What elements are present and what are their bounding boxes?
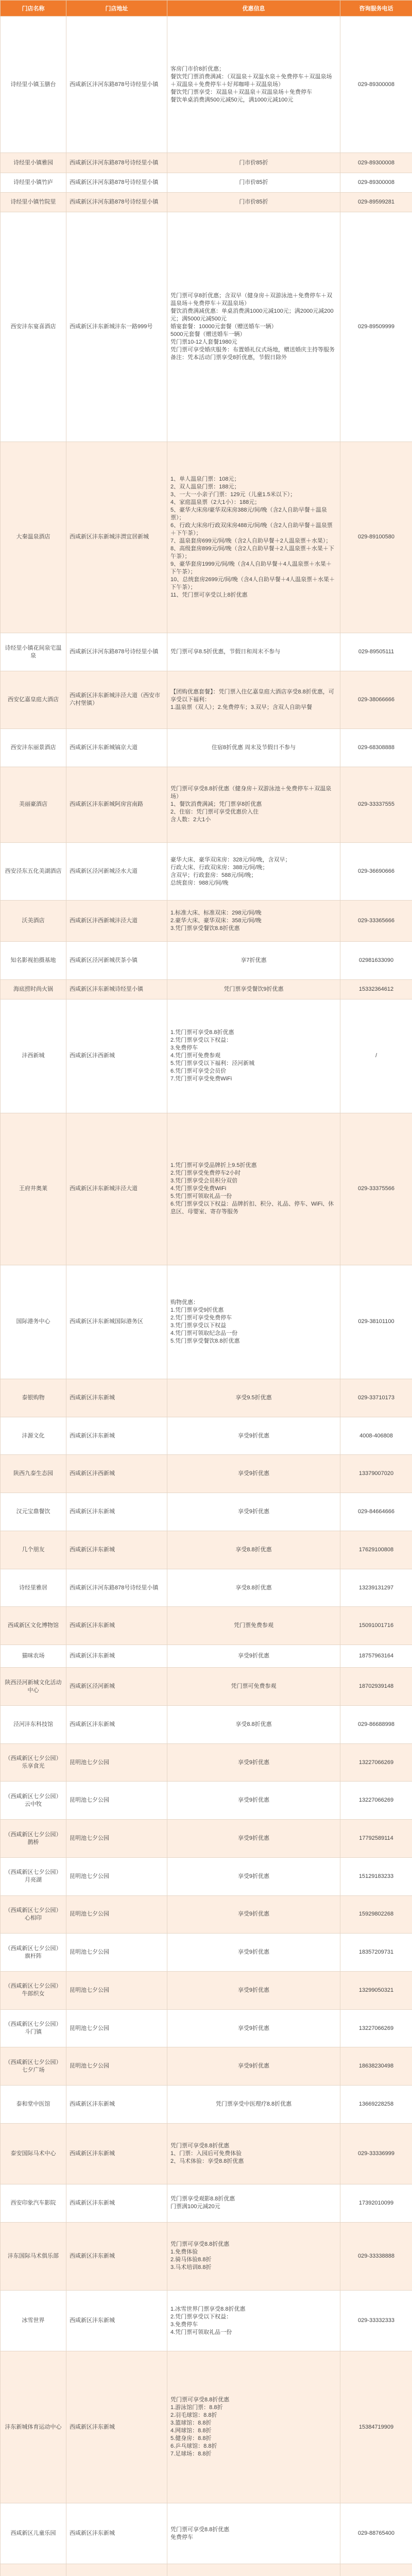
offer-cell: 凭门票享受餐饮9折优惠 (167, 979, 340, 999)
store-name-cell: 海底捞时尚火锅 (1, 979, 66, 999)
phone-cell: 18702939148 (340, 1668, 412, 1706)
offer-cell: 享受9折优惠 (167, 2009, 340, 2047)
store-address-cell: 西咸新区沣东新城沣泾大道（西安市六村堡镇） (66, 671, 167, 728)
store-name-cell: 国际港务中心 (1, 1265, 66, 1379)
store-name-cell: 知名影视拍摄基地 (1, 941, 66, 979)
phone-cell: 029-33710173 (340, 1379, 412, 1417)
offer-cell: 享受9折优惠 (167, 1895, 340, 1934)
table-row (1, 2503, 412, 2564)
phone-cell: 029-89100580 (340, 442, 412, 633)
phone-cell: 13227066269 (340, 1743, 412, 1782)
header-store-name: 门店名称 (1, 1, 66, 16)
table-row (1, 767, 412, 842)
store-name-cell: （西咸新区七夕公园）乐享食光 (1, 1743, 66, 1782)
phone-cell: 029-89509999 (340, 212, 412, 442)
phone-cell: 15332364612 (340, 979, 412, 999)
offer-cell: 凭门票可享受8.8折优惠 免费停车 (167, 2503, 340, 2564)
offer-cell: 享7折优惠 (167, 941, 340, 979)
store-name-cell: 几个朋友 (1, 1531, 66, 1569)
offer-cell: 凭门票享受中医理疗8.8折优惠 (167, 2086, 340, 2124)
store-address-cell: 西咸新区沣东新城 (66, 1531, 167, 1569)
phone-cell: 17392010099 (340, 2184, 412, 2222)
store-address-cell: 西咸新区沣东新城 (66, 1706, 167, 1744)
table-row (1, 1645, 412, 1668)
table-row (1, 2009, 412, 2047)
offer-cell: 享受9折优惠 (167, 2047, 340, 2086)
store-address-cell: 西咸新区沣东新城镐京大道 (66, 728, 167, 767)
phone-cell: 029-33338888 (340, 2222, 412, 2291)
phone-cell: 18638230498 (340, 2047, 412, 2086)
phone-cell: 15129183233 (340, 1857, 412, 1895)
phone-cell: / (340, 999, 412, 1113)
store-name-cell: 诗经里小镇竹庐 (1, 173, 66, 192)
offer-cell: 凭门票免费参观 (167, 1607, 340, 1645)
store-address-cell: 西咸新区沣东新城 (66, 2123, 167, 2184)
table-row (1, 1113, 412, 1265)
store-name-cell: 沣西新城 (1, 999, 66, 1113)
table-row (1, 1531, 412, 1569)
store-address-cell: 昆明池七夕公园 (66, 2047, 167, 2086)
table-row (1, 1706, 412, 1744)
offer-cell: 门市价85折 (167, 193, 340, 212)
phone-cell: 4008-406808 (340, 1417, 412, 1455)
store-address-cell: 西咸新区沣东新城国际港务区 (66, 1265, 167, 1379)
table-row (1, 2086, 412, 2124)
store-address-cell: 西咸新区沣东新城 (66, 2184, 167, 2222)
table-row (1, 1972, 412, 2010)
offer-cell: 享受9折优惠 (167, 1934, 340, 1972)
store-name-cell: 美丽豪酒店 (1, 767, 66, 842)
offer-cell: 1.冰雪世界门票享受8.8折优惠 2.凭门票享受以下权益： 3.免费停车 4.凭门票可领取礼品一份 (167, 2291, 340, 2351)
offer-cell: 购物优惠： 1.凭门票享受9折优惠 2.凭门票可享受免费停车 3.凭门票享受以下权益 4.凭门票可领取纪念品一份 5.凭门票享受餐饮8.8折优惠 (167, 1265, 340, 1379)
store-name-cell: 沣东国际马术俱乐部 (1, 2222, 66, 2291)
store-name-cell: （西咸新区七夕公园）旗杆阵 (1, 1934, 66, 1972)
store-name-cell: 西安沣东丽景酒店 (1, 728, 66, 767)
store-address-cell: 西咸新区沣西新城 (66, 999, 167, 1113)
store-name-cell: 西咸新区儿童乐园 (1, 2503, 66, 2564)
offer-cell: 享受8.8折优惠 (167, 1569, 340, 1607)
table-row (1, 671, 412, 728)
store-address-cell: 西咸新区泾河新城茯茶小镇 (66, 941, 167, 979)
store-name-cell: （西咸新区七夕公园）斗门镇 (1, 2009, 66, 2047)
table-row (1, 2564, 412, 2576)
offer-cell: 豪华大床、豪华双床房：328元/间/晚，含双早； 行政大床、行政双床房：388元/间/晚； 含双早；行政套房：588元/间/晚； 总统套房：988元/间/晚 (167, 843, 340, 901)
phone-cell: 17629100808 (340, 1531, 412, 1569)
table-row (1, 1493, 412, 1531)
phone-cell: 029-89300008 (340, 153, 412, 173)
phone-cell: 029-38066666 (340, 671, 412, 728)
store-name-cell: 诗经里雅居 (1, 1569, 66, 1607)
store-address-cell: 西咸新区沣河东路878号诗经里小镇 (66, 16, 167, 153)
offer-cell: 门市价85折 (167, 173, 340, 192)
store-address-cell: 西咸新区沣西新城 (66, 1455, 167, 1493)
table-row (1, 442, 412, 633)
table-row (1, 1417, 412, 1455)
store-name-cell: （西咸新区七夕公园）月亮湖 (1, 1857, 66, 1895)
offer-cell: 享受9折优惠 (167, 1743, 340, 1782)
store-address-cell: 西咸新区沣东新城 (66, 1645, 167, 1668)
store-address-cell: 西咸新区沣东新城阿房宫南路 (66, 767, 167, 842)
store-address-cell: 西咸新区沣东新城 (66, 2086, 167, 2124)
store-address-cell: 西咸新区沣东新城沣渭宜居新城 (66, 442, 167, 633)
phone-cell: 029-84664666 (340, 1493, 412, 1531)
phone-cell: 13379007020 (340, 1455, 412, 1493)
store-address-cell: 昆明池七夕公园 (66, 1895, 167, 1934)
offer-cell: 凭门票可免费参观 (167, 1668, 340, 1706)
store-name-cell: 陕西泾河新城文化活动中心 (1, 1668, 66, 1706)
offer-cell: 凭门票享受观影8.8折优惠 门票满100元减20元 (167, 2184, 340, 2222)
phone-cell: 029-33336999 (340, 2123, 412, 2184)
store-name-cell: 诗经里小镇竹院里 (1, 193, 66, 212)
store-name-cell: （西咸新区七夕公园）鹊桥 (1, 1820, 66, 1858)
store-name-cell: 诗经里小镇玉膳台 (1, 16, 66, 153)
offer-cell: 住宿8折优惠 周末及节假日不参与 (167, 728, 340, 767)
table-row (1, 2047, 412, 2086)
phone-cell: 029-33337555 (340, 767, 412, 842)
table-row (1, 1743, 412, 1782)
store-name-cell: 泰安国际马术中心 (1, 2123, 66, 2184)
phone-cell: 029-36690666 (340, 843, 412, 901)
phone-cell: 15091001716 (340, 1607, 412, 1645)
offer-cell (167, 2564, 340, 2576)
phone-cell: 18357209731 (340, 1934, 412, 1972)
store-name-cell: 诗经里小镇雅园 (1, 153, 66, 173)
phone-cell: 029-33375566 (340, 1113, 412, 1265)
table-header-row (1, 1, 412, 16)
store-address-cell: 西咸新区沣东新城 (66, 2503, 167, 2564)
table-row (1, 2351, 412, 2503)
phone-cell: 02981633090 (340, 941, 412, 979)
table-row (1, 1379, 412, 1417)
store-address-cell: 昆明池七夕公园 (66, 1972, 167, 2010)
store-address-cell: 昆明池七夕公园 (66, 1782, 167, 1820)
table-row (1, 633, 412, 671)
offer-cell: 【团购优惠套餐】：凭门票入住亿嘉皇庭大酒店享受8.8折优惠，可享受以下福利： 1.温泉票（双人）；2.免费停车；3.双早；含双人自助早餐 (167, 671, 340, 728)
store-name-cell: 沃美酒店 (1, 901, 66, 942)
phone-cell: 13669228258 (340, 2086, 412, 2124)
phone-cell: 13227066269 (340, 2009, 412, 2047)
offer-cell: 凭门票可享8.5折优惠，节假日和周末不参与 (167, 633, 340, 671)
phone-cell: 18757963164 (340, 1645, 412, 1668)
phone-cell: 13239131297 (340, 1569, 412, 1607)
header-phone: 咨询服务电话 (340, 1, 412, 16)
offer-cell: 1.凭门票可享受8.8折优惠 2.凭门票享受以下权益： 3.免费停车 4.凭门票可免费参观 5.凭门票享受以下福利：泾河新城 6.凭门票可享受会员价 7.凭门票可享受免费WiFi (167, 999, 340, 1113)
table-row (1, 2123, 412, 2184)
store-name-cell: 陕西九泰生态园 (1, 1455, 66, 1493)
table-row (1, 2222, 412, 2291)
phone-cell: 029-89599281 (340, 193, 412, 212)
table-row (1, 999, 412, 1113)
phone-cell: 029-38101100 (340, 1265, 412, 1379)
store-name-cell: 西安亿嘉皇庭大酒店 (1, 671, 66, 728)
store-name-cell: 冰雪世界 (1, 2291, 66, 2351)
table-row (1, 1569, 412, 1607)
offer-cell: 凭门票可享受8.8折优惠 1、门票：入园后可免费体验 2、马术体验：享受8.8折优惠 (167, 2123, 340, 2184)
store-name-cell: 泾河沣东科技馆 (1, 1706, 66, 1744)
store-address-cell: 西咸新区沣东新城 (66, 2351, 167, 2503)
offer-cell: 享受9折优惠 (167, 1857, 340, 1895)
store-address-cell: 昆明池七夕公园 (66, 1934, 167, 1972)
table-row (1, 212, 412, 442)
store-address-cell: 昆明池七夕公园 (66, 1743, 167, 1782)
store-address-cell: 西咸新区沣河东路878号诗经里小镇 (66, 1569, 167, 1607)
store-address-cell: 西咸新区泾河新城 (66, 1668, 167, 1706)
store-address-cell (66, 2564, 167, 2576)
offer-cell: 1.标准大床、标准双床：298元/间/晚 2.豪华大床、豪华双床：358元/间/晚 3.凭门票享受餐饮8.8折优惠 (167, 901, 340, 942)
offer-cell: 客房门市价8折优惠； 餐饮凭门票消费满减：（双温泉＋双温水泉＋免费停车＋双温泉场＋双温泉＋免费停车＋好邦咖啡＋双温泉场） 餐饮凭门票享受：双温泉＋双温泉＋双温泉场＋免费停车 餐饮单桌消费满500元减50元，满1000元减100元 (167, 16, 340, 153)
store-name-cell: （西咸新区七夕公园）心相印 (1, 1895, 66, 1934)
table-body (1, 16, 412, 2576)
table-row (1, 1265, 412, 1379)
table-row (1, 1820, 412, 1858)
offer-cell: 享受9折优惠 (167, 1972, 340, 2010)
table-row (1, 173, 412, 192)
table-row (1, 1857, 412, 1895)
table-row (1, 1668, 412, 1706)
store-name-cell: （西咸新区七夕公园）牛郎织女 (1, 1972, 66, 2010)
offer-cell: 享受9折优惠 (167, 1455, 340, 1493)
offer-cell: 凭门票可享受8.8折优惠 1.免费体验 2.骑马体验8.8折 3.马术培训8.8折 (167, 2222, 340, 2291)
store-name-cell: （西咸新区七夕公园）七夕广场 (1, 2047, 66, 2086)
offer-cell: 享受9折优惠 (167, 1493, 340, 1531)
offer-cell: 门市价85折 (167, 153, 340, 173)
store-name-cell: 汉元宝鼎餐饮 (1, 1493, 66, 1531)
offer-cell: 享受8.8折优惠 (167, 1531, 340, 1569)
phone-cell: 029-89300008 (340, 16, 412, 153)
phone-cell: 029-33365666 (340, 901, 412, 942)
store-address-cell: 西咸新区沣东新城 (66, 1417, 167, 1455)
store-address-cell: 西咸新区沣东新城 (66, 1379, 167, 1417)
store-name-cell: 西安沣东宴喜酒店 (1, 212, 66, 442)
store-address-cell: 昆明池七夕公园 (66, 1820, 167, 1858)
store-address-cell: 西咸新区泾河新城泾水大道 (66, 843, 167, 901)
phone-cell: 15929802268 (340, 1895, 412, 1934)
store-name-cell: 诗经里小镇花间泉宅温泉 (1, 633, 66, 671)
store-address-cell: 西咸新区沣西新城沣泾大道 (66, 901, 167, 942)
store-address-cell: 西咸新区沣河东路878号诗经里小镇 (66, 173, 167, 192)
table-row (1, 1782, 412, 1820)
store-address-cell: 西咸新区沣东新城 (66, 2222, 167, 2291)
table-row (1, 16, 412, 153)
store-name-cell: 泰银购物 (1, 1379, 66, 1417)
table-row (1, 1455, 412, 1493)
store-address-cell: 昆明池七夕公园 (66, 2009, 167, 2047)
store-address-cell: 西咸新区沣东新城沣泾大道 (66, 1113, 167, 1265)
table-row (1, 2184, 412, 2222)
store-name-cell (1, 2564, 66, 2576)
table-row (1, 728, 412, 767)
table-row (1, 153, 412, 173)
offer-cell: 享受9折优惠 (167, 1782, 340, 1820)
offer-cell: 1.凭门票可享受品牌折上9.5折优惠 2.凭门票享受免费停车2小时 3.凭门票享受会员积分双倍 4.凭门票享受免费WiFi 5.凭门票可领取礼品一份 6.凭门票享受以下权益：品牌折扣、积分、礼品、停车、WiFi、休息区、母婴室、寄存等服务 (167, 1113, 340, 1265)
offer-cell: 凭门票可享受8.8折优惠 1.游泳馆门票：8.8折 2.羽毛球馆：8.8折 3.篮球馆：8.8折 4.网球馆：8.8折 5.健身房：8.8折 6.乒乓球馆：8.8折 7.足球场：8.8折 (167, 2351, 340, 2503)
offer-cell: 凭门票可享8折优惠；含双早（健身房＋双游泳池＋免费停车＋双温泉场＋免费停车＋双温泉场） 餐饮消费满减优惠：单桌消费满1000元减100元；满2000元减200元；满5000元减500元 婚宴套餐：10000元套餐（赠送婚车一辆） 5000元套餐（赠送婚车一辆） 凭门票10-12人套餐1980元 凭门票可享受婚庆服务：布置婚礼仪式场地，赠送婚庆主持等服务 备注：凭本活动门票享受8折优惠，节假日除外 (167, 212, 340, 442)
offer-cell: 享受8.8折优惠 (167, 1706, 340, 1744)
table-row (1, 941, 412, 979)
store-name-cell: 西安印象汽车影院 (1, 2184, 66, 2222)
store-name-cell: 大秦温泉酒店 (1, 442, 66, 633)
table-row (1, 843, 412, 901)
phone-cell: 029-88765400 (340, 2503, 412, 2564)
store-address-cell: 西咸新区沣东新城 (66, 1607, 167, 1645)
store-address-cell: 西咸新区沣东新城沣东一路999号 (66, 212, 167, 442)
store-address-cell: 西咸新区沣东新城 (66, 1493, 167, 1531)
table-row (1, 1934, 412, 1972)
store-name-cell: 猫咪农场 (1, 1645, 66, 1668)
phone-cell: 029-89505111 (340, 633, 412, 671)
store-name-cell: 王府井奥莱 (1, 1113, 66, 1265)
phone-cell: 029-86688998 (340, 1706, 412, 1744)
table-row (1, 1607, 412, 1645)
store-name-cell: 西安泾东五化美湖酒店 (1, 843, 66, 901)
table-row (1, 1895, 412, 1934)
store-address-cell: 西咸新区沣河东路878号诗经里小镇 (66, 633, 167, 671)
phone-cell: 13227066269 (340, 1782, 412, 1820)
phone-cell: 17792589114 (340, 1820, 412, 1858)
table-row (1, 901, 412, 942)
offer-cell: 1、单人温泉门票：108元； 2、双人温泉门票：188元； 3、一大一小亲子门票：129元（儿童1.5米以下）； 4、家庭温泉票（2大1小）：188元； 5、豪华大床房/豪华双床房388元/间/晚（含2人自助早餐＋温泉票）； 6、行政大床房/行政双床房488元/间/晚（含2人自助早餐＋温泉票＋下午茶）； 7、温泉套房699元/间/晚（含2人自助早餐＋2人温泉票＋水果）； 8、高级套房899元/间/晚（含2人自助早餐＋2人温泉票＋水果＋下午茶）； 9、豪华套房1999元/间/晚（含4人自助早餐＋4人温泉票＋水果＋下午茶）； 10、总统套房2699元/间/晚（含4人自助早餐＋4人温泉票＋水果＋下午茶）； 11、凭门票可享受以上8折优惠 (167, 442, 340, 633)
phone-cell (340, 2564, 412, 2576)
header-store-address: 门店地址 (66, 1, 167, 16)
phone-cell: 029-68308888 (340, 728, 412, 767)
store-address-cell: 西咸新区沣东新城 (66, 2291, 167, 2351)
offer-cell: 享受9折优惠 (167, 1417, 340, 1455)
store-address-cell: 西咸新区沣河东路878号诗经里小镇 (66, 153, 167, 173)
offer-cell: 享受9.5折优惠 (167, 1379, 340, 1417)
offer-cell: 享受9折优惠 (167, 1645, 340, 1668)
table-row (1, 193, 412, 212)
header-offer: 优惠信息 (167, 1, 340, 16)
table-row (1, 979, 412, 999)
store-address-cell: 西咸新区沣东新城诗经里小镇 (66, 979, 167, 999)
phone-cell: 029-89300008 (340, 173, 412, 192)
phone-cell: 029-33332333 (340, 2291, 412, 2351)
store-name-cell: 沣东新城体育运动中心 (1, 2351, 66, 2503)
phone-cell: 13299050321 (340, 1972, 412, 2010)
offer-cell: 凭门票可享受8.8折优惠（健身房＋双游泳池＋免费停车＋双温泉场） 1、餐饮消费满减；凭门票享8折优惠 2、住宿：凭门票可享受优惠价入住 含人数：2大1小 (167, 767, 340, 842)
store-name-cell: 沣源文化 (1, 1417, 66, 1455)
store-name-cell: 西咸新区文化博物馆 (1, 1607, 66, 1645)
store-name-cell: （西咸新区七夕公园）云中牧 (1, 1782, 66, 1820)
store-name-cell: 泰和堂中医馆 (1, 2086, 66, 2124)
store-address-cell: 昆明池七夕公园 (66, 1857, 167, 1895)
table-row (1, 2291, 412, 2351)
offer-cell: 享受9折优惠 (167, 1820, 340, 1858)
store-address-cell: 西咸新区沣河东路878号诗经里小镇 (66, 193, 167, 212)
phone-cell: 15384719909 (340, 2351, 412, 2503)
